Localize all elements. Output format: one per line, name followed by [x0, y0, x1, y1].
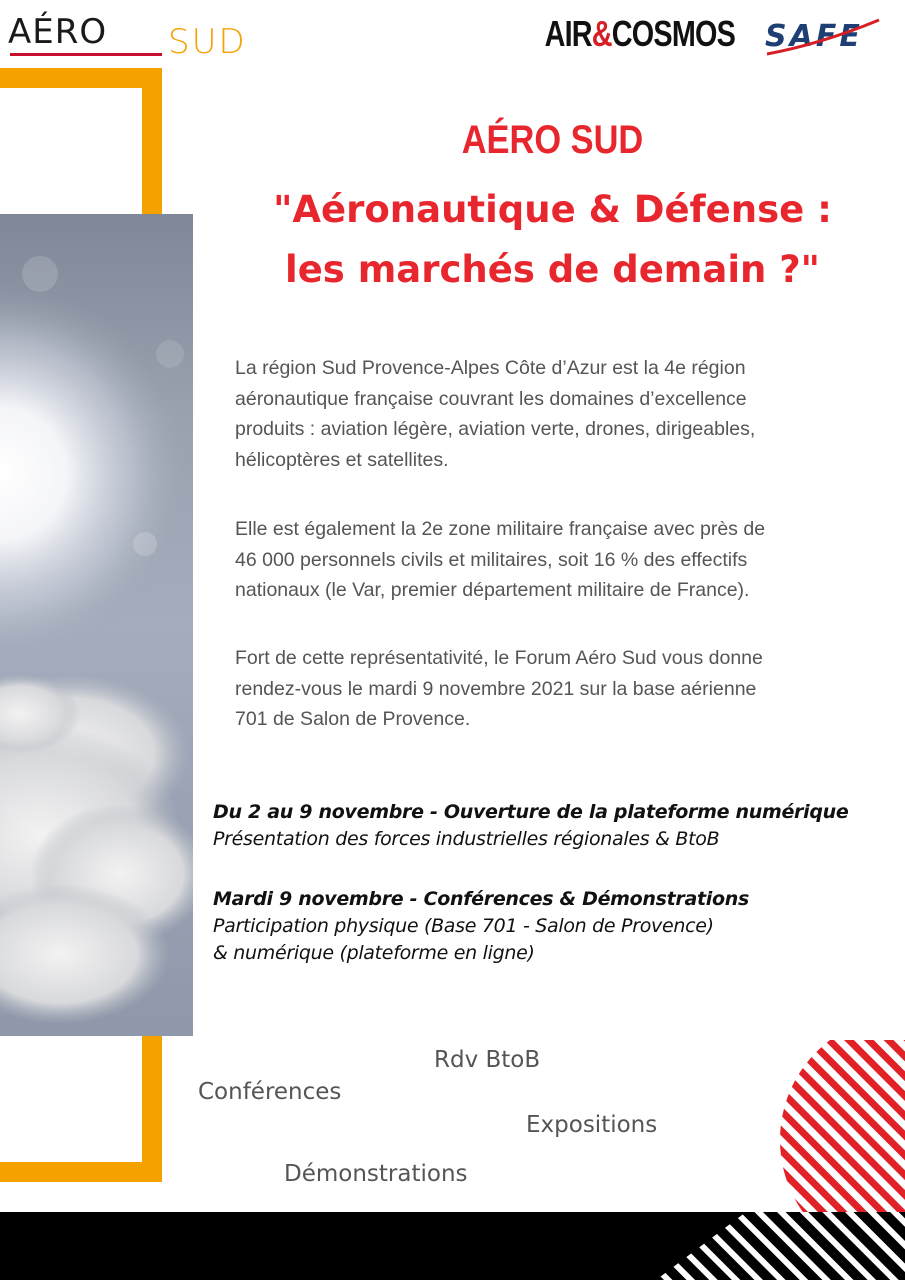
paragraph-line: produits : aviation légère, aviation verte, drones, dirigeables,: [235, 418, 756, 440]
frame-side-bottom: [142, 1035, 162, 1182]
paragraph-line: La région Sud Provence-Alpes Côte d’Azur est la 4e région: [235, 357, 746, 379]
aircosmos-amp: &: [591, 13, 612, 54]
frame-top: [0, 68, 162, 88]
event-line: Présentation des forces industrielles régionales & BtoB: [213, 828, 720, 850]
keyword-expositions: Expositions: [526, 1112, 658, 1138]
event-heading: Mardi 9 novembre - Conférences & Démonstrations: [213, 888, 750, 910]
aircosmos-air: AIR: [544, 13, 592, 54]
aerosud-logo: [8, 12, 298, 62]
paragraph-line: 46 000 personnels civils et militaires, soit 16 % des effectifs: [235, 548, 748, 571]
aircosmos-logo: [545, 12, 735, 56]
event-line: Participation physique (Base 701 - Salon de Provence): [213, 915, 714, 937]
paragraph-forum: [235, 643, 885, 735]
logo-underline: [10, 53, 162, 56]
paragraph-region: [235, 353, 885, 475]
frame-bottom: [0, 1162, 162, 1182]
event-platform: [213, 799, 903, 853]
paragraph-line: nationaux (le Var, premier département militaire de France).: [235, 579, 750, 601]
paragraph-line: aéronautique française couvrant les domaines d’excellence: [235, 387, 747, 410]
paragraph-line: 701 de Salon de Provence.: [235, 708, 471, 730]
aircosmos-cosmos: COSMOS: [611, 13, 735, 54]
paragraph-line: Elle est également la 2e zone militaire française avec près de: [235, 518, 766, 540]
safe-logo: [761, 14, 883, 58]
keyword-rdv-btob: Rdv BtoB: [434, 1047, 541, 1073]
bottom-stripes-decoration: [596, 1212, 905, 1280]
keyword-demonstrations: Démonstrations: [284, 1161, 468, 1187]
frame-side-top: [142, 68, 162, 216]
keyword-conferences: Conférences: [198, 1079, 342, 1105]
event-line: & numérique (plateforme en ligne): [213, 942, 535, 964]
paragraph-line: hélicoptères et satellites.: [235, 448, 449, 471]
sky-photo: [0, 214, 193, 1036]
striped-circle-decoration: [745, 1040, 905, 1220]
title-subtitle: [200, 180, 905, 300]
safe-logo-graphic: [761, 14, 883, 58]
title-aerosud: AÉRO SUD: [461, 118, 644, 162]
event-conferences: [213, 886, 903, 967]
title-subtitle-line1: "Aéronautique & Défense :: [273, 188, 832, 231]
logo-aero-text: AÉRO: [8, 12, 108, 52]
paragraph-line: Fort de cette représentativité, le Forum Aéro Sud vous donne: [235, 647, 763, 669]
paragraph-line: rendez-vous le mardi 9 novembre 2021 sur la base aérienne: [235, 677, 757, 700]
event-heading: Du 2 au 9 novembre - Ouverture de la plateforme numérique: [213, 801, 849, 823]
safe-logo-text: SAFE: [765, 19, 863, 54]
logo-sud-text: SUD: [168, 22, 247, 62]
paragraph-military: [235, 514, 885, 606]
title-subtitle-line2: les marchés de demain ?": [285, 248, 820, 291]
